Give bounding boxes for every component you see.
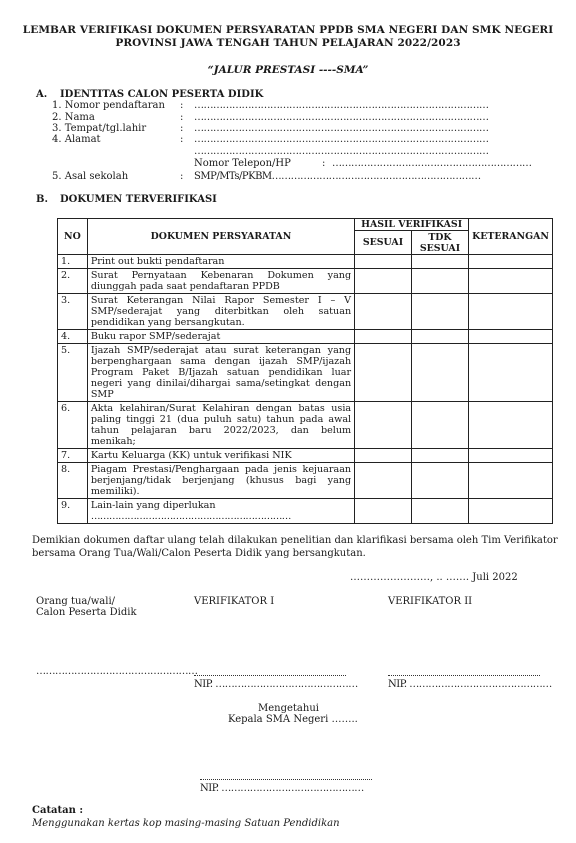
cell-keterangan[interactable] [469, 402, 553, 449]
field-value-alamat-2[interactable]: ………………………………………………………………………………… [194, 146, 489, 157]
field-value-asal-sekolah[interactable]: SMP/MTs/PKBM………………………………………………………… [194, 171, 481, 182]
cell-keterangan[interactable] [469, 294, 553, 330]
field-value-alamat[interactable]: ………………………………………………………………………………… [194, 134, 489, 145]
field-label-alamat: 4. Alamat [52, 134, 101, 145]
catatan-text: Menggunakan kertas kop masing-masing Satuan Pendidikan [32, 818, 340, 829]
row-number: 1. [58, 255, 88, 269]
verifikator-2-signature-line[interactable] [388, 675, 540, 676]
row-number: 8. [58, 463, 88, 499]
verifikator-1-label: VERIFIKATOR I [194, 596, 275, 607]
table-row [58, 499, 553, 524]
header-subtitle: “JALUR PRESTASI ----SMA” [207, 64, 369, 76]
cell-sesuai[interactable] [355, 269, 412, 294]
cell-tdk-sesuai[interactable] [411, 499, 468, 524]
cell-keterangan[interactable] [469, 449, 553, 463]
row-document: Buku rapor SMP/sederajat [87, 330, 354, 344]
field-label-asal-sekolah: 5. Asal sekolah [52, 171, 129, 182]
cell-keterangan[interactable] [469, 499, 553, 524]
table-row [58, 294, 553, 330]
cell-sesuai[interactable] [355, 294, 412, 330]
row-document-dots[interactable]: ………………………………………………………… [90, 511, 291, 522]
field-value-ttl[interactable]: ………………………………………………………………………………… [194, 123, 489, 134]
header-line-2: PROVINSI JAWA TENGAH TAHUN PELAJARAN 2022/2023 [115, 37, 461, 49]
cell-sesuai[interactable] [355, 255, 412, 269]
documents-table [57, 218, 553, 524]
cell-sesuai[interactable] [355, 499, 412, 524]
parent-label-1: Orang tua/wali/ [36, 596, 116, 607]
cell-tdk-sesuai[interactable] [411, 330, 468, 344]
cell-tdk-sesuai[interactable] [411, 255, 468, 269]
row-document: Akta kelahiran/Surat Kelahiran dengan batas usia paling tinggi 21 (dua puluh satu) tahun pada awal tahun pelajaran baru 2022/2023, dan belum menikah; [87, 402, 354, 449]
verifikator-2-nip[interactable]: NIP. ……………………………………… [388, 679, 552, 690]
cell-keterangan[interactable] [469, 269, 553, 294]
section-b-letter: B. [36, 194, 48, 205]
header-sesuai: SESUAI [355, 231, 412, 255]
parent-label-2: Calon Peserta Didik [36, 607, 137, 618]
cell-tdk-sesuai[interactable] [411, 269, 468, 294]
header-keterangan: KETERANGAN [469, 219, 553, 255]
cell-keterangan[interactable] [469, 463, 553, 499]
cell-tdk-sesuai[interactable] [411, 463, 468, 499]
cell-sesuai[interactable] [355, 330, 412, 344]
table-row [58, 269, 553, 294]
mengetahui-label: Mengetahui [258, 703, 319, 714]
cell-tdk-sesuai[interactable] [411, 294, 468, 330]
row-document: Piagam Prestasi/Penghargaan pada jenis kejuaraan berjenjang/tidak berjenjang (khusus bagi yang memiliki). [87, 463, 354, 499]
row-document: Surat Keterangan Nilai Rapor Semester I – V SMP/sederajat yang diterbitkan oleh satuan pendidikan yang bersangkutan. [87, 294, 354, 330]
field-colon: : [180, 100, 184, 111]
field-label-ttl: 3. Tempat/tgl.lahir [52, 123, 147, 134]
cell-keterangan[interactable] [469, 344, 553, 402]
verifikator-1-signature-line[interactable] [194, 675, 346, 676]
verifikator-1-nip[interactable]: NIP. ……………………………………… [194, 679, 358, 690]
row-number: 9. [58, 499, 88, 524]
row-document: Print out bukti pendaftaran [87, 255, 354, 269]
kepala-nip[interactable]: NIP. ……………………………………… [200, 783, 364, 794]
field-label-nomor: 1. Nomor pendaftaran [52, 100, 165, 111]
table-row [58, 463, 553, 499]
cell-sesuai[interactable] [355, 402, 412, 449]
section-b-title: DOKUMEN TERVERIFIKASI [60, 194, 217, 205]
table-row [58, 344, 553, 402]
row-document: Kartu Keluarga (KK) untuk verifikasi NIK [87, 449, 354, 463]
verifikator-2-label: VERIFIKATOR II [388, 596, 473, 607]
header-no: NO [58, 219, 88, 255]
kepala-sekolah-label[interactable]: Kepala SMA Negeri …….. [228, 714, 358, 725]
cell-keterangan[interactable] [469, 330, 553, 344]
table-row [58, 402, 553, 449]
field-value-nama[interactable]: ………………………………………………………………………………… [194, 112, 489, 123]
row-number: 4. [58, 330, 88, 344]
statement-line-2: bersama Orang Tua/Wali/Calon Peserta Didik yang bersangkutan. [32, 548, 366, 559]
statement-line-1: Demikian dokumen daftar ulang telah dilakukan penelitian dan klarifikasi bersama oleh Tim Verifikator [32, 535, 558, 546]
cell-tdk-sesuai[interactable] [411, 449, 468, 463]
field-colon: : [180, 112, 184, 123]
table-row [58, 330, 553, 344]
cell-sesuai[interactable] [355, 463, 412, 499]
section-a-letter: A. [36, 89, 48, 100]
table-row [58, 255, 553, 269]
field-value-nomor[interactable]: ………………………………………………………………………………… [194, 100, 489, 111]
header-tdk-sesuai: TDK SESUAI [411, 231, 468, 255]
header-hasil-verifikasi: HASIL VERIFIKASI [355, 219, 469, 231]
row-number: 5. [58, 344, 88, 402]
phone-colon: : [322, 158, 326, 169]
field-colon: : [180, 134, 184, 145]
field-colon: : [180, 171, 184, 182]
cell-tdk-sesuai[interactable] [411, 344, 468, 402]
parent-signature-line[interactable]: …………………………………………… [36, 666, 198, 677]
section-a-title: IDENTITAS CALON PESERTA DIDIK [60, 89, 264, 100]
row-document: Ijazah SMP/sederajat atau surat keterangan yang berpenghargaan sama dengan ijazah SMP/ijazah Program Paket B/Ijazah satuan pendidikan luar negeri yang dinilai/dihargai sama/setingkat dengan SMP [87, 344, 354, 402]
catatan-label: Catatan : [32, 805, 84, 816]
table-row [58, 449, 553, 463]
cell-keterangan[interactable] [469, 255, 553, 269]
row-document: Lain-lain yang diperlukan [90, 500, 216, 511]
phone-value[interactable]: ……………………………………………………… [332, 158, 532, 169]
row-number: 6. [58, 402, 88, 449]
phone-label: Nomor Telepon/HP [194, 158, 291, 169]
date-line[interactable]: ……………………, .. ……. Juli 2022 [350, 572, 518, 583]
cell-sesuai[interactable] [355, 344, 412, 402]
row-number: 3. [58, 294, 88, 330]
row-number: 7. [58, 449, 88, 463]
cell-sesuai[interactable] [355, 449, 412, 463]
field-label-nama: 2. Nama [52, 112, 95, 123]
row-document: Surat Pernyataan Kebenaran Dokumen yang diunggah pada saat pendaftaran PPDB [87, 269, 354, 294]
kepala-signature-line[interactable] [200, 779, 372, 780]
field-colon: : [180, 123, 184, 134]
cell-tdk-sesuai[interactable] [411, 402, 468, 449]
header-dokumen: DOKUMEN PERSYARATAN [87, 219, 354, 255]
header-line-1: LEMBAR VERIFIKASI DOKUMEN PERSYARATAN PPDB SMA NEGERI DAN SMK NEGERI [22, 24, 554, 36]
row-number: 2. [58, 269, 88, 294]
